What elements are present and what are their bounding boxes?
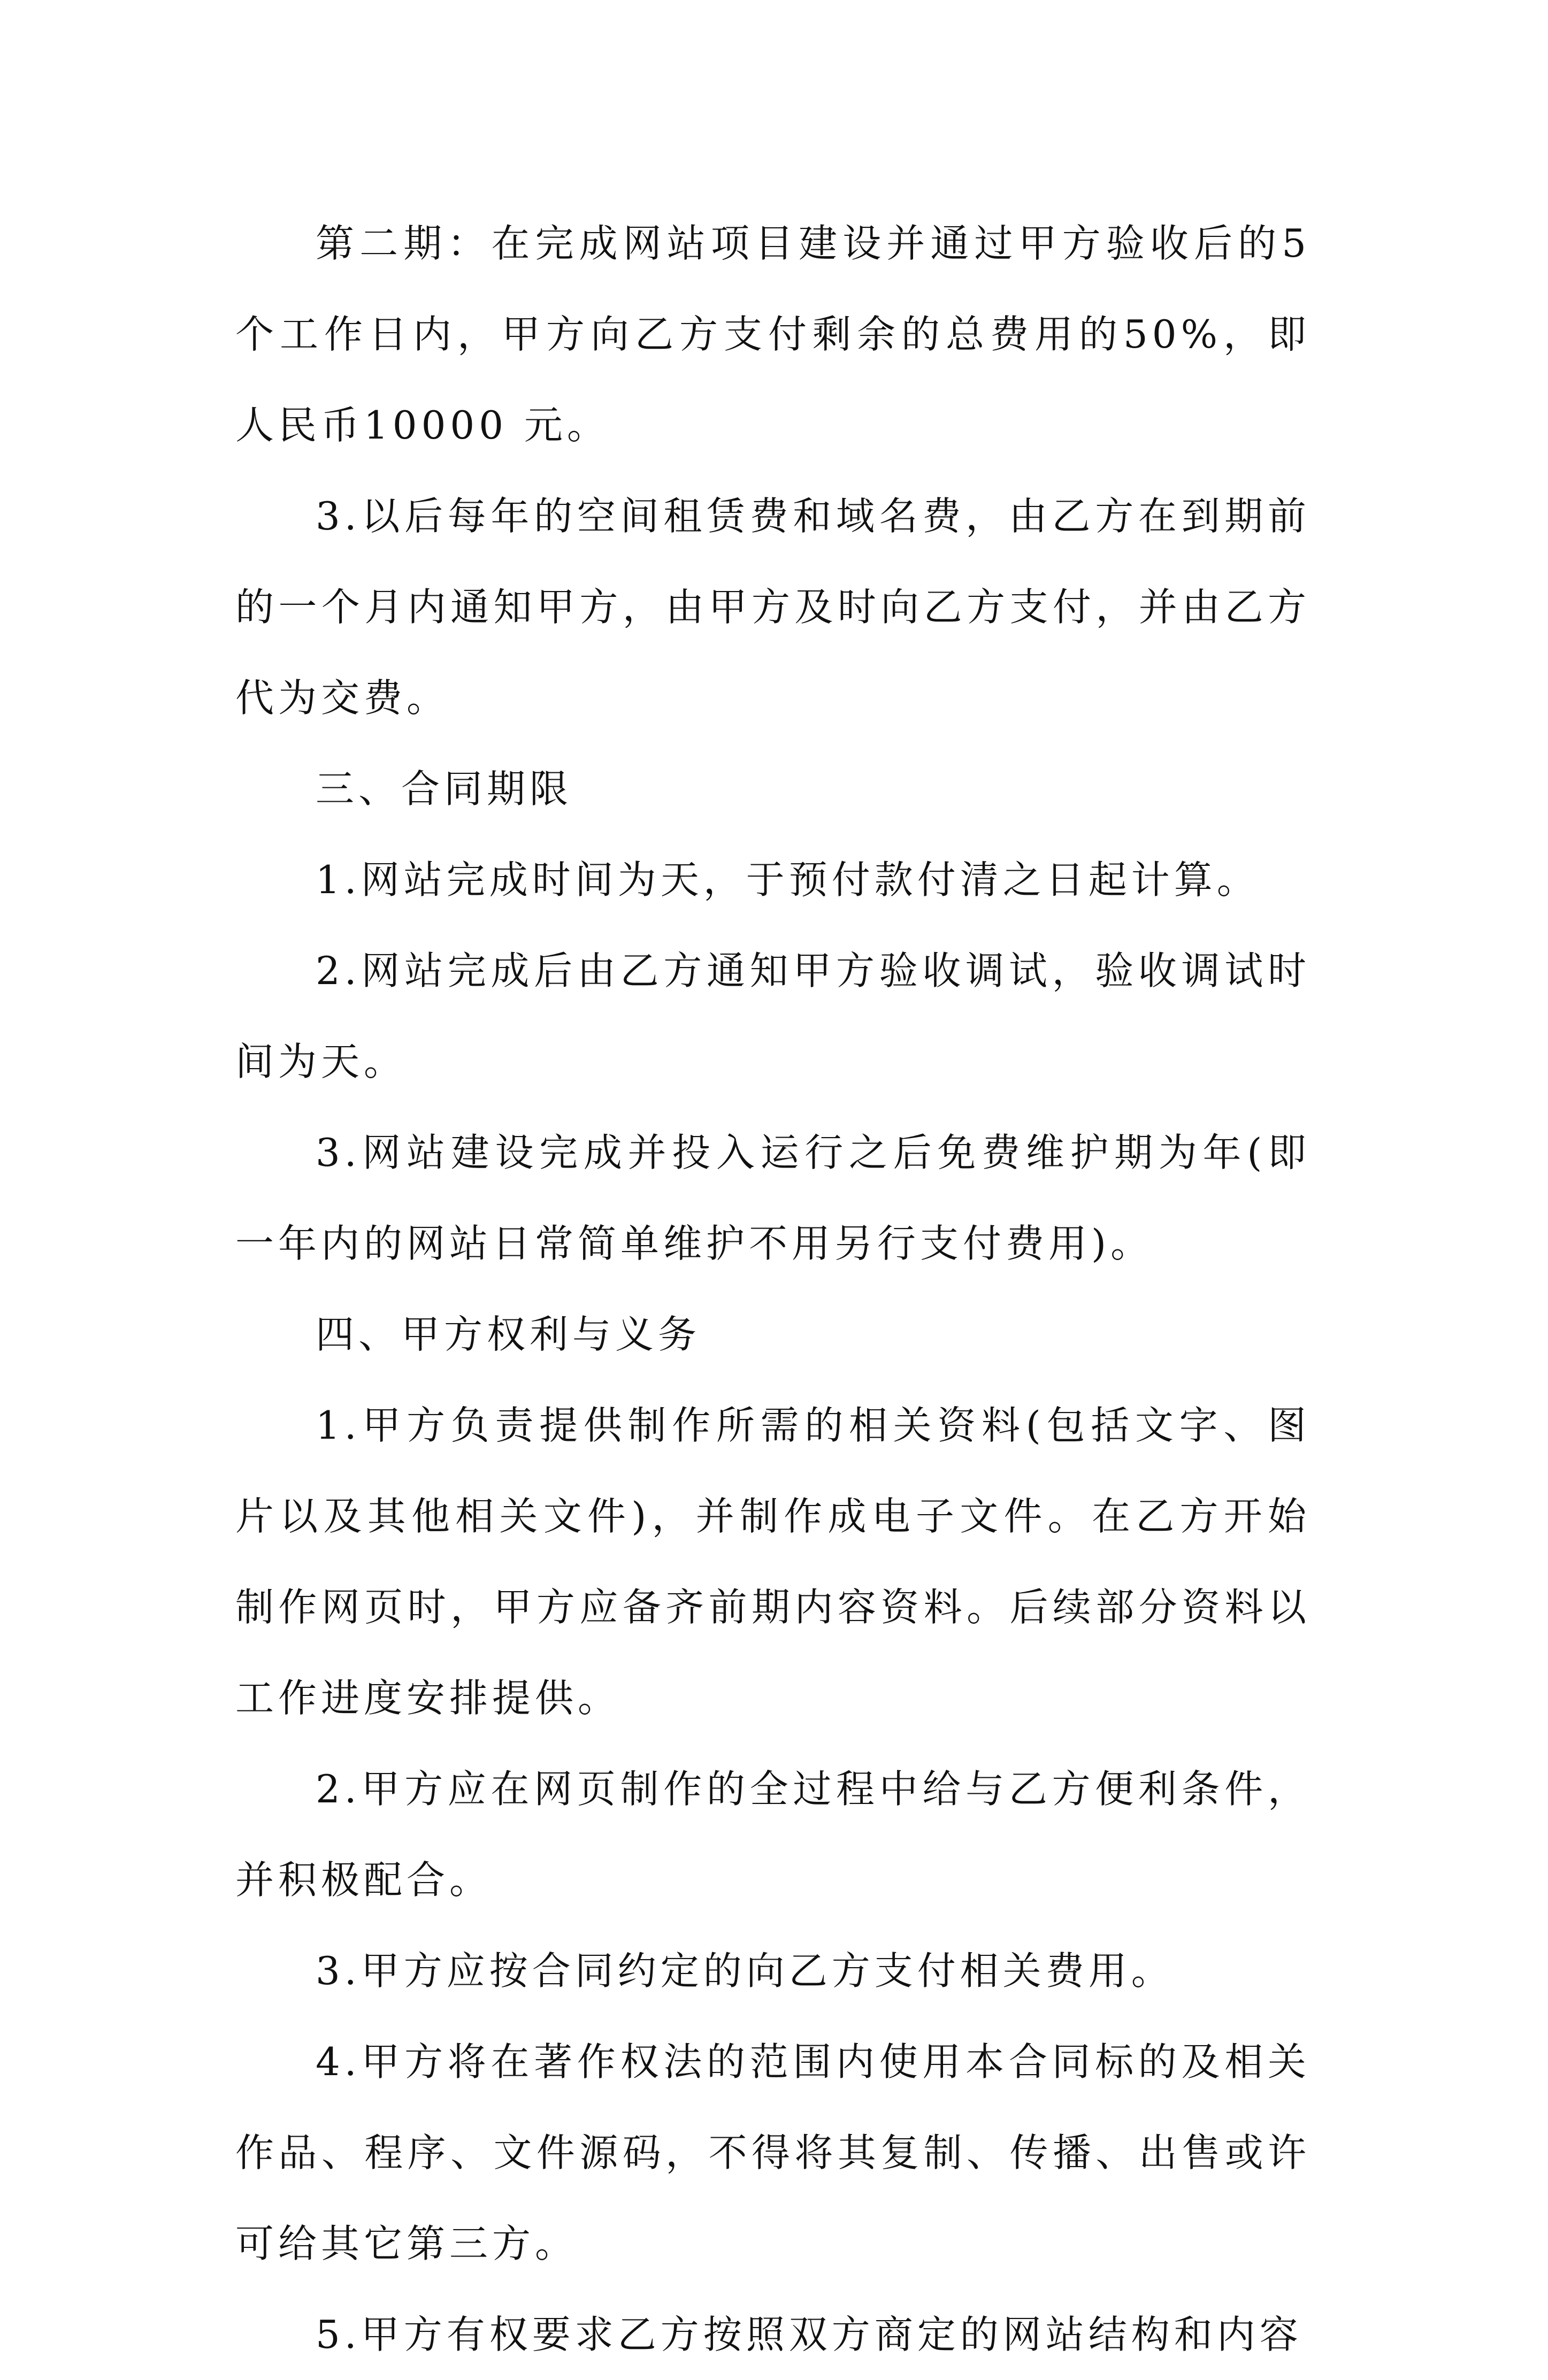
paragraph-acceptance-testing: 2.网站完成后由乙方通知甲方验收调试，验收调试时间为天。 xyxy=(235,948,1311,1084)
paragraph-free-maintenance: 3.网站建设完成并投入运行之后免费维护期为年(即一年内的网站日常简单维护不用另行支付费用)。 xyxy=(235,1130,1311,1266)
section-heading-party-a-rights: 四、甲方权利与义务 xyxy=(316,1312,701,1357)
paragraph-annual-fees: 3.以后每年的空间租赁费和域名费，由乙方在到期前的一个月内通知甲方，由甲方及时向乙方支付，并由乙方代为交费。 xyxy=(235,494,1311,720)
paragraph-phase-two-payment: 第二期：在完成网站项目建设并通过甲方验收后的5个工作日内，甲方向乙方支付剩余的总费用的50%，即人民币10000 元。 xyxy=(235,221,1311,448)
paragraph-party-a-requirements: 5.甲方有权要求乙方按照双方商定的网站结构和内容 xyxy=(316,2312,1302,2357)
paragraph-party-a-copyright: 4.甲方将在著作权法的范围内使用本合同标的及相关作品、程序、文件源码，不得将其复制、传播、出售或许可给其它第三方。 xyxy=(235,2039,1311,2266)
paragraph-party-a-payment: 3.甲方应按合同约定的向乙方支付相关费用。 xyxy=(316,1948,1174,1993)
document-body xyxy=(235,198,1311,2380)
section-heading-contract-term: 三、合同期限 xyxy=(316,766,573,811)
paragraph-party-a-cooperation: 2.甲方应在网页制作的全过程中给与乙方便利条件，并积极配合。 xyxy=(235,1767,1311,1902)
paragraph-party-a-materials: 1.甲方负责提供制作所需的相关资料(包括文字、图片以及其他相关文件)，并制作成电子文件。在乙方开始制作网页时，甲方应备齐前期内容资料。后续部分资料以工作进度安排提供。 xyxy=(235,1403,1311,1721)
paragraph-completion-time: 1.网站完成时间为天，于预付款付清之日起计算。 xyxy=(316,857,1260,902)
